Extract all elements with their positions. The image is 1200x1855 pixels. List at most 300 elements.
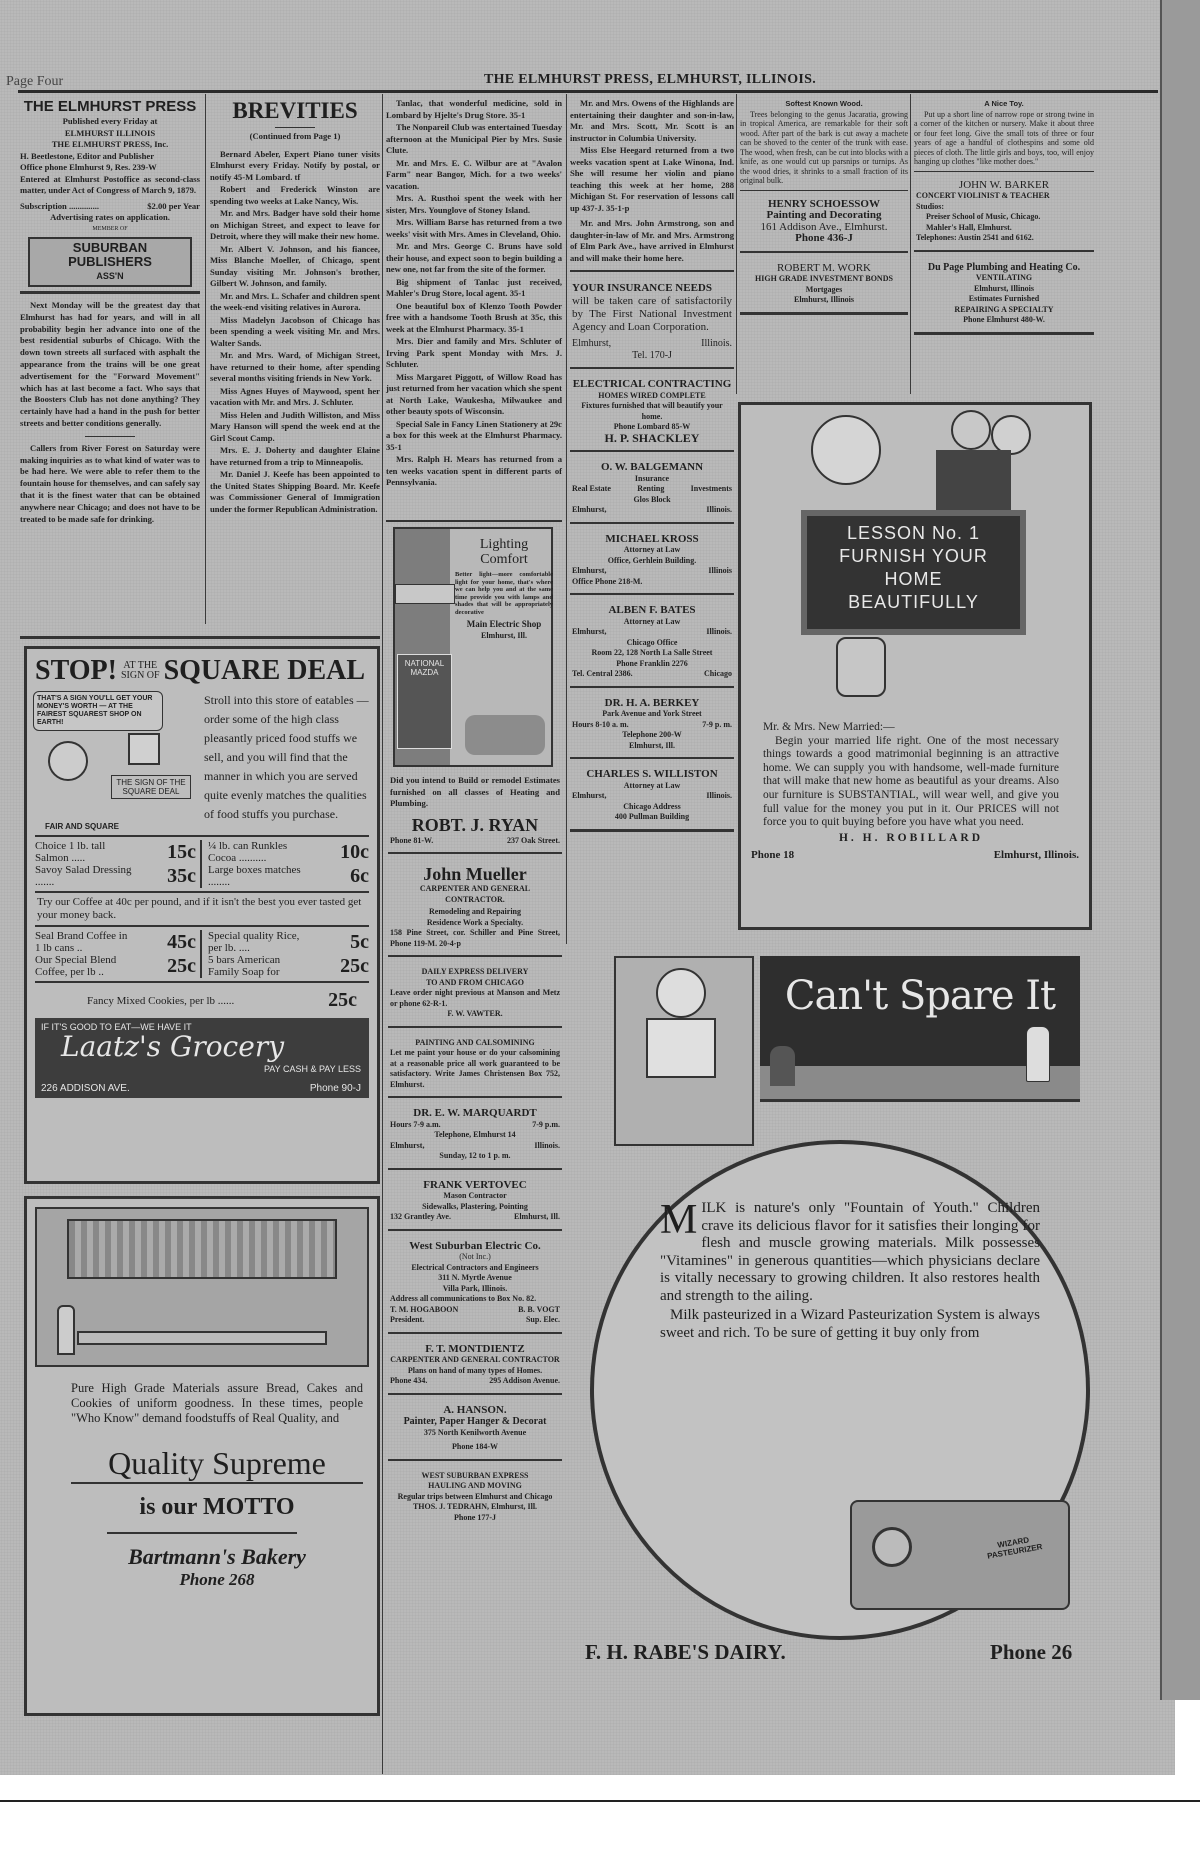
masthead-line: Published every Friday at xyxy=(62,116,158,126)
bates-phone: Phone Franklin 2276 xyxy=(616,658,688,668)
lighting-title: Lighting xyxy=(479,537,529,552)
masthead-line: ELMHURST ILLINOIS xyxy=(64,127,156,138)
child-body-icon xyxy=(646,1018,716,1078)
column-rule xyxy=(736,94,737,394)
cartoon-illustration xyxy=(33,691,198,831)
marquardt-ad xyxy=(388,1104,562,1170)
wse-not-inc: (Not Inc.) xyxy=(459,1252,491,1261)
item-name: Special quality Rice, per lb. .... xyxy=(208,930,300,954)
column-rule xyxy=(910,94,911,394)
price-item xyxy=(202,864,369,888)
column-rule xyxy=(205,94,206,624)
subscription-label: Subscription .............. xyxy=(20,200,100,211)
phone: Phone 434. xyxy=(390,1376,428,1385)
west-suburban-electric-ad xyxy=(388,1237,562,1334)
shackley-sub: HOMES WIRED COMPLETE xyxy=(598,390,706,400)
masthead xyxy=(20,98,200,526)
slate-line: BEAUTIFULLY xyxy=(848,592,979,612)
bakery-name: Bartmann's Bakery xyxy=(128,1544,306,1569)
ad-headline xyxy=(27,649,377,687)
west-suburban-express-ad xyxy=(388,1467,562,1530)
mazda-box: NATIONAL MAZDA xyxy=(397,654,452,749)
state: Illinois xyxy=(708,566,732,575)
lighting-title: Comfort xyxy=(480,552,528,567)
city: Elmhurst, xyxy=(572,338,612,349)
mueller-line: Residence Work a Specialty. xyxy=(426,917,524,927)
insurance-body: will be taken care of satisfactorily by The First National Investment Agency and Loan Corporation. xyxy=(572,295,732,333)
bakery-phone: Phone 268 xyxy=(179,1570,255,1589)
news-item: Mrs. E. J. Doherty and daughter Elaine have returned from a trip to Minneapolis. xyxy=(210,445,380,467)
express-name: F. W. VAWTER. xyxy=(447,1009,503,1018)
square-deal-headline: SQUARE DEAL xyxy=(163,655,366,686)
bates-room: Room 22, 128 North La Salle Street xyxy=(591,648,713,657)
cookies-line xyxy=(27,983,377,1016)
dairy-body-2: Milk pasteurized in a Wizard Pasteurization System is always sweet and rich. To be sure of getting it buy only from xyxy=(660,1307,1040,1341)
news-item: Mrs. Dier and family and Mrs. Schluter of Irving Park spent Monday with Mrs. J. Schluter. xyxy=(386,336,562,369)
laatz-grocery-banner xyxy=(35,1018,369,1098)
dairy-phone: Phone 26 xyxy=(990,1640,1073,1664)
express-phone: Phone 177-J xyxy=(454,1512,496,1522)
state: Illinois. xyxy=(706,791,732,800)
section-rule xyxy=(85,436,135,437)
montdientz-ad xyxy=(388,1340,562,1395)
montdientz-body: Plans on hand of many types of Homes. xyxy=(407,1365,543,1375)
item-price: 6c xyxy=(350,865,369,887)
header-rule xyxy=(18,90,1158,93)
insurance-title: YOUR INSURANCE NEEDS xyxy=(572,282,712,294)
mueller-line: Remodeling and Repairing xyxy=(428,907,521,916)
drop-cap: M xyxy=(660,1197,698,1243)
work-name: ROBERT M. WORK xyxy=(777,261,871,274)
lighting-text xyxy=(455,537,553,641)
express-body: Leave order night previous at Manson and Metz or phone 62-R-1. xyxy=(390,988,560,1008)
price-item xyxy=(202,930,369,954)
filler-text: Trees belonging to the genus Jacaratia, growing in tropical America, are remarkable for their soft wood. After part of the bark is cut away a machete can be shoved to the center of the trunk with ease. The wood, when fresh, can be cut into blocks with a knife, as one would cut up parsnips or turnips. As the wood dries, it shrinks to a small fraction of its original bulk. xyxy=(740,109,908,185)
section-rule xyxy=(275,127,315,128)
running-head: THE ELMHURST PRESS, ELMHURST, ILLINOIS. xyxy=(483,72,817,87)
child-head-icon xyxy=(811,415,881,485)
ryan-phone: Phone 81-W. xyxy=(390,835,434,845)
page-number: Page Four xyxy=(6,74,64,89)
item-name: Our Special Blend Coffee, per lb .. xyxy=(35,954,117,978)
store-name: Laatz's Grocery xyxy=(61,1030,285,1063)
city: Elmhurst, xyxy=(390,1140,425,1150)
dupage-estimates: Estimates Furnished xyxy=(968,294,1040,303)
section-rule xyxy=(107,1532,297,1534)
masthead-phone: Office phone Elmhurst 9, Res. 239-W xyxy=(20,162,157,172)
slate-line: HOME xyxy=(884,569,943,589)
table-icon xyxy=(77,1331,327,1345)
section-rule xyxy=(740,190,908,191)
williston-city xyxy=(572,791,732,802)
lighting-store: Main Electric Shop xyxy=(466,619,542,629)
banner-slogan: IF IT'S GOOD TO EAT—WE HAVE IT xyxy=(41,1022,192,1032)
news-item: One beautiful box of Klenzo Tooth Powder free with a handsome Tooth Brush at 35c, this week at the Elmhurst Pharmacy. 35-1 xyxy=(386,300,562,334)
robillard-greeting: Mr. & Mrs. New Married:— xyxy=(763,721,895,733)
service: Renting xyxy=(637,484,665,493)
express-body: Regular trips between Elmhurst and Chicago xyxy=(397,1491,553,1501)
section-rule xyxy=(20,636,380,639)
at-the: AT THE xyxy=(123,660,158,671)
painting-body: Let me paint your house or do your calsomining at a reasonable price all work guaranteed to be satisfactory. Write James Christensen Box 752, Elmhurst. xyxy=(390,1048,560,1089)
news-item: Mrs. A. Rusthoi spent the week with her sister, Mrs. Younglove of Stoney Island. xyxy=(386,193,562,215)
lighting-comfort-ad xyxy=(393,527,553,767)
brevities-column xyxy=(210,98,380,516)
item-name: 5 bars American Family Soap for xyxy=(208,954,281,978)
milk-bottle-icon xyxy=(1026,1026,1050,1082)
city: Elmhurst, xyxy=(572,627,607,636)
window-tea-table-illustration xyxy=(35,1207,369,1367)
williston-address: 400 Pullman Building xyxy=(614,812,690,821)
shackley-name: H. P. SHACKLEY xyxy=(604,430,700,445)
ryan-body: Did you intend to Build or remodel Estimates furnished on all classes of Heating and Plumbing. xyxy=(390,775,560,808)
balgemann-ad xyxy=(570,458,734,524)
news-item: Bernard Abeler, Expert Piano tuner visits Elmhurst every Friday. Notify by postal, or notify 45-M Lombard. tf xyxy=(210,148,380,182)
masthead-line: THE ELMHURST PRESS, Inc. xyxy=(51,139,169,149)
service: Real Estate xyxy=(572,484,611,493)
berkey-hours xyxy=(572,720,732,731)
marquardt-hours xyxy=(390,1120,560,1131)
insurance-ad xyxy=(570,278,734,369)
news-item: The Nonpareil Club was entertained Tuesday afternoon at the Municipal Pier by Mrs. Susie Clute. xyxy=(386,122,562,155)
montdientz-trade: CARPENTER AND GENERAL CONTRACTOR xyxy=(390,1355,560,1364)
balgemann-city xyxy=(572,505,732,516)
lamp-illustration xyxy=(395,529,450,765)
price-item xyxy=(35,840,202,864)
column-4 xyxy=(570,98,734,838)
masthead-subscription xyxy=(20,201,200,213)
news-item: Miss Margaret Piggott, of Willow Road has just returned from her vacation which she spent at North Lake, Waukesha, Milwaukee and other beauty spots of Wisconsin. xyxy=(386,371,562,416)
column-6 xyxy=(914,98,1094,341)
kross-office: Office, Gerhlein Building. xyxy=(607,555,697,565)
title: Sup. Elec. xyxy=(525,1315,560,1324)
stop-text: STOP! xyxy=(35,655,117,686)
couple-man-icon xyxy=(951,410,991,450)
kross-phone: Office Phone 218-M. xyxy=(572,576,643,586)
suburban-publishers-badge xyxy=(28,237,192,287)
shelf-illustration xyxy=(760,1066,1080,1102)
vertovec-services: Sidewalks, Plastering, Pointing xyxy=(422,1201,528,1211)
filler-text: Put up a short line of narrow rope or strong twine in a corner of the kitchen or nursery. Make it about three or four feet long. Give the small tots of three or four years of age a handful of clothespins and some old pieces of cloth. The little girls and boys, too, will enjoy hanging up clothes "like mother does." xyxy=(914,109,1094,166)
speech-bubble: THAT'S A SIGN YOU'LL GET YOUR MONEY'S WORTH — AT THE FAIREST SQUAREST SHOP ON EARTH! xyxy=(33,691,163,731)
robillard-text xyxy=(741,721,1089,845)
page-bottom-margin xyxy=(0,1775,1200,1855)
hours-pm: 7-9 p.m. xyxy=(532,1119,560,1129)
kross-ad xyxy=(570,530,734,596)
vase-icon xyxy=(57,1305,75,1355)
subscription-price: $2.00 per Year xyxy=(147,200,200,211)
barker-phones: Telephones: Austin 2541 and 6162. xyxy=(916,233,1034,242)
vertovec-trade: Mason Contractor xyxy=(443,1191,507,1200)
column-5 xyxy=(740,98,908,321)
work-ad xyxy=(740,259,908,315)
hours-am: Hours 8-10 a. m. xyxy=(572,719,629,729)
robillard-phone: Phone 18 xyxy=(751,849,795,862)
dupage-name: Du Page Plumbing and Heating Co. xyxy=(927,261,1081,273)
kross-city xyxy=(572,566,732,577)
hours-pm: 7-9 p. m. xyxy=(702,719,732,729)
schoessow-ad xyxy=(740,195,908,253)
bates-city xyxy=(572,627,732,638)
brevities-subtitle: (Continued from Page 1) xyxy=(249,131,341,141)
badge-line: SUBURBAN xyxy=(72,240,148,255)
robillard-furniture-ad xyxy=(738,402,1092,930)
insurance-tel: Tel. 170-J xyxy=(632,349,672,361)
bates-ad xyxy=(570,601,734,688)
woman-head-icon xyxy=(48,741,88,781)
local-news-column xyxy=(386,98,562,490)
insurance-city xyxy=(572,338,732,350)
hanson-name: A. HANSON. xyxy=(443,1403,507,1416)
cookies-label: Fancy Mixed Cookies, per lb ...... xyxy=(87,994,235,1007)
dairy-copy xyxy=(660,1197,1040,1342)
item-name: Large boxes matches ........ xyxy=(208,864,301,888)
bottom-rule xyxy=(0,1800,1200,1802)
robillard-contact xyxy=(741,845,1089,861)
lighting-city: Elmhurst, Ill. xyxy=(480,631,527,640)
item-name: Seal Brand Coffee in 1 lb cans .. xyxy=(35,930,128,954)
officer: T. M. HOGABOON xyxy=(390,1304,459,1314)
wse-trade: Electrical Contractors and Engineers xyxy=(411,1262,539,1272)
square-deal-body: Stroll into this store of eatables — order some of the high class pleasantly priced food stuffs we sell, and you will find that the manner in which you are served quite evenly matches the qualities of food stuffs you purchase. xyxy=(204,693,369,821)
news-item: Tanlac, that wonderful medicine, sold in Lombard by Hjelte's Drug Store. 35-1 xyxy=(386,98,562,120)
news-item: Mr. and Mrs. John Armstrong, son and daughter-in-law of Mr. and Mrs. Armstrong of Elm Park Ave., have arrived in Elmhurst and will make their home here. xyxy=(570,218,734,263)
barker-studios: Studios: xyxy=(916,201,945,211)
address: 295 Addison Avenue. xyxy=(489,1376,560,1385)
hours-am: Hours 7-9 a.m. xyxy=(390,1119,441,1129)
wse-name: West Suburban Electric Co. xyxy=(409,1239,541,1252)
ryan-name: ROBT. J. RYAN xyxy=(411,814,539,835)
balgemann-name: O. W. BALGEMANN xyxy=(600,461,704,473)
news-item: Robert and Frederick Winston are spending two weeks at Lake Nancy, Wis. xyxy=(210,184,380,206)
hanson-trade: Painter, Paper Hanger & Decorat xyxy=(403,1416,547,1427)
tel: Tel. Central 2386. xyxy=(572,669,633,678)
state: Illinois. xyxy=(534,1140,560,1150)
slate-line: LESSON No. 1 xyxy=(846,523,981,543)
montdientz-contact xyxy=(390,1376,560,1387)
brevities-title: BREVITIES xyxy=(232,98,358,123)
robillard-city: Elmhurst, Illinois. xyxy=(993,849,1079,862)
state: Illinois. xyxy=(706,627,732,636)
item-price: 45c xyxy=(167,931,196,953)
news-item: Mr. and Mrs. Ward, of Michigan Street, have returned to their home, after spending several months visiting friends in New York. xyxy=(210,350,380,383)
section-rule xyxy=(386,520,562,522)
work-sub: Mortgages xyxy=(805,284,843,294)
news-item: Mr. and Mrs. Badger have sold their home on Michigan Street, and expect to leave for Detroit, where they will make their new home. xyxy=(210,208,380,241)
news-item: Miss Else Heegard returned from a two weeks vacation spent at Lake Winona, Ind. She will resume her violin and piano teaching this week at her home, 288 Michigan St. For reservation of lessons call up 437-J. 35-1-p xyxy=(570,145,734,213)
item-price: 10c xyxy=(340,841,369,863)
wse-officers xyxy=(390,1305,560,1316)
address: 132 Grantley Ave. xyxy=(390,1212,451,1221)
bates-tel xyxy=(572,669,732,680)
badge-line: ASS'N xyxy=(96,271,124,281)
price-item xyxy=(35,954,202,978)
wse-address: 311 N. Myrtle Avenue xyxy=(438,1273,512,1282)
coffee-note: Try our Coffee at 40c per pound, and if it isn't the best you ever tasted get your money back. xyxy=(37,896,362,921)
barker-name: JOHN W. BARKER xyxy=(958,178,1050,191)
dupage-phone: Phone Elmhurst 480-W. xyxy=(963,315,1045,324)
montdientz-name: F. T. MONTDIENTZ xyxy=(425,1342,525,1355)
chalkboard xyxy=(801,510,1026,635)
bates-office-label: Chicago Office xyxy=(626,637,678,647)
work-city: Elmhurst, Illinois xyxy=(793,295,854,304)
dupage-plumbing-ad xyxy=(914,258,1094,335)
barker-studio: Preiser School of Music, Chicago. xyxy=(926,212,1041,221)
column-rule xyxy=(382,94,383,1774)
shackley-phone: Phone Lombard 85-W xyxy=(613,422,691,431)
column-rule xyxy=(566,94,567,944)
vertovec-name: FRANK VERTOVEC xyxy=(423,1178,527,1191)
ryan-ad xyxy=(388,775,562,854)
editorial-paragraph: Next Monday will be the greatest day that Elmhurst has had for years, and will in all probability begin her advance into one of the best residential suburbs of Chicago. With the down town streets all surfaced with asphalt the appearance from the trains will be one great advertisement for the "Forward Movement" which has at last become a fact. Who says that the Boosters Club has not done anything? They certainly have had a hand in the push for better streets and better conditions generally. xyxy=(20,300,200,428)
bakery-motto: is our MOTTO xyxy=(139,1494,295,1520)
masthead-editor: H. Beetlestone, Editor and Publisher xyxy=(20,150,155,161)
berkey-address: Park Avenue and York Street xyxy=(602,709,702,718)
balgemann-services xyxy=(572,484,732,495)
news-item: Mr. and Mrs. George C. Bruns have sold their house, and expect soon to begin building a new one, not far from the site of the former. xyxy=(386,241,562,274)
store-address: 226 ADDISON AVE. xyxy=(41,1083,130,1094)
state: Illinois. xyxy=(706,505,732,514)
sign-board: THE SIGN OF THE SQUARE DEAL xyxy=(111,775,191,799)
bartmann-bakery-ad xyxy=(24,1196,380,1716)
tel-city: Chicago xyxy=(704,669,732,678)
express-title: TO AND FROM CHICAGO xyxy=(426,977,524,987)
lamp-shade-icon xyxy=(395,584,455,604)
williston-trade: Attorney at Law xyxy=(623,780,681,790)
cartoon-caption: FAIR AND SQUARE xyxy=(45,822,119,831)
shackley-ad xyxy=(570,375,734,452)
city: Elmhurst, xyxy=(572,566,607,575)
dairy-headline: Can't Spare It xyxy=(784,973,1056,1019)
williston-address-label: Chicago Address xyxy=(623,801,681,811)
title: President. xyxy=(390,1315,425,1324)
filler-title: A Nice Toy. xyxy=(984,99,1024,108)
news-item: Miss Agnes Huyes of Maywood, spent her vacation with Mr. and Mrs. J. Schluter. xyxy=(210,385,380,407)
williston-name: CHARLES S. WILLISTON xyxy=(586,768,718,780)
item-price: 15c xyxy=(167,841,196,863)
vertovec-ad xyxy=(388,1176,562,1231)
bakery-headline: Quality Supreme xyxy=(71,1444,363,1484)
officer: B. B. VOGT xyxy=(518,1304,560,1314)
member-of: MEMBER OF xyxy=(92,225,128,232)
dupage-city: Elmhurst, Illinois xyxy=(973,283,1034,293)
hanson-address: 375 North Kenilworth Avenue xyxy=(423,1427,527,1437)
child-legs-icon xyxy=(836,637,886,697)
couple-woman-icon xyxy=(991,415,1031,455)
item-name: Choice 1 lb. tall Salmon ..... xyxy=(35,840,106,864)
news-item: Miss Helen and Judith Williston, and Miss Mary Hanson will spend the week end at the Girl Scout Camp. xyxy=(210,409,380,443)
express-title: HAULING AND MOVING xyxy=(428,1481,522,1490)
berkey-ad xyxy=(570,694,734,760)
machine-label: WIZARD PASTEURIZER xyxy=(986,1535,1044,1561)
schoessow-phone: Phone 436-J xyxy=(795,232,853,244)
news-item: Mr. and Mrs. L. Schafer and children spent the week-end visiting relatives in Aurora. xyxy=(210,290,380,312)
bates-name: ALBEN F. BATES xyxy=(608,604,696,616)
bates-trade: Attorney at Law xyxy=(623,616,681,626)
dupage-repair: REPAIRING A SPECIALTY xyxy=(954,304,1054,314)
barker-ad xyxy=(914,176,1094,252)
work-trade: HIGH GRADE INVESTMENT BONDS xyxy=(755,274,893,283)
berkey-city: Elmhurst, Ill. xyxy=(628,740,675,750)
wse-box: Address all communications to Box No. 82. xyxy=(390,1294,537,1303)
couple-bodies xyxy=(936,450,1011,510)
schoessow-address: 161 Addison Ave., Elmhurst. xyxy=(760,220,888,233)
hanson-phone: Phone 184-W xyxy=(452,1442,498,1451)
news-item: Big shipment of Tanlac just received, Mahler's Drug Store, local agent. 35-1 xyxy=(386,276,562,298)
item-price: 25c xyxy=(167,955,196,977)
item-name: Savoy Salad Dressing ....... xyxy=(35,864,132,888)
masthead-advertising: Advertising rates on application. xyxy=(50,212,170,222)
dairy-body: ILK is nature's only "Fountain of Youth." Children crave its delicious flavor for it satisfies their longing for flesh and muscle growing materials. Milk possesses "Vitamines" in generous quantities—which physicians declare is vitally necessary to growing children. It also restores health and strength to the ailing. xyxy=(660,1200,1040,1304)
balgemann-block: Glos Block xyxy=(633,494,671,504)
price-list xyxy=(27,837,377,891)
lesson-illustration xyxy=(741,405,1089,721)
marquardt-sunday: Sunday, 12 to 1 p. m. xyxy=(439,1151,511,1160)
price-item xyxy=(35,864,202,888)
item-price: 5c xyxy=(350,931,369,953)
news-item: Mr. and Mrs. Owens of the Highlands are entertaining their daughter and son-in-law, Mr. and Mrs. Scott, Mr. Scott is an instructor in Columbia University. xyxy=(570,98,734,143)
news-item: Mr. and Mrs. E. C. Wilbur are at "Avalon Farm" near Bangor, Mich. for a two weeks' vacation. xyxy=(386,157,562,191)
child-eating-illustration xyxy=(614,956,754,1146)
sign-of: SIGN OF xyxy=(120,670,160,681)
bakery-body: Pure High Grade Materials assure Bread, Cakes and Cookies of uniform goodness. In these times, people "Who Know" demand foodstuffs of Real Quality, and xyxy=(71,1381,363,1425)
city: Elmhurst, xyxy=(572,791,607,800)
wse-city: Villa Park, Illinois. xyxy=(442,1283,508,1293)
balgemann-trade: Insurance xyxy=(634,473,670,483)
item-name: ¼ lb. can Runkles Cocoa .......... xyxy=(208,840,288,864)
express-title: DAILY EXPRESS DELIVERY xyxy=(421,967,529,976)
city: Elmhurst, Ill. xyxy=(513,1212,560,1221)
barker-trade: CONCERT VIOLINIST & TEACHER xyxy=(916,191,1050,200)
mueller-ad xyxy=(388,860,562,957)
child-head-icon xyxy=(656,968,706,1018)
berkey-name: DR. H. A. BERKEY xyxy=(604,696,700,709)
price-item xyxy=(35,930,202,954)
hanson-ad xyxy=(388,1401,562,1461)
marquardt-phone: Telephone, Elmhurst 14 xyxy=(434,1130,516,1139)
at-the-sign-of xyxy=(121,661,160,681)
square-deal-ad xyxy=(24,646,380,1184)
machine-wheel-icon xyxy=(872,1527,912,1567)
ryan-address: 237 Oak Street. xyxy=(507,835,560,845)
marquardt-city xyxy=(390,1141,560,1152)
dairy-name: F. H. RABE'S DAIRY. xyxy=(585,1640,786,1664)
price-item xyxy=(202,954,369,978)
kross-trade: Attorney at Law xyxy=(623,545,681,554)
vertovec-address xyxy=(390,1212,560,1223)
dupage-trade: VENTILATING xyxy=(975,273,1033,282)
state: Illinois. xyxy=(701,338,732,349)
kross-name: MICHAEL KROSS xyxy=(605,532,699,545)
express-name: THOS. J. TEDRAHN, Elmhurst, Ill. xyxy=(412,1502,538,1511)
section-rule xyxy=(570,270,734,272)
cat-icon xyxy=(770,1046,795,1086)
section-rule xyxy=(914,171,1094,172)
news-item: Mrs. William Barse has returned from a two weeks' visit with Mrs. Ames in Cleveland, Ohio. xyxy=(386,217,562,239)
mueller-address: 158 Pine Street, cor. Schiller and Pine Street, Phone 119-M. 20-4-p xyxy=(390,928,560,948)
mueller-trade: CARPENTER AND GENERAL CONTRACTOR. xyxy=(419,884,531,904)
item-price: 35c xyxy=(167,865,196,887)
wse-titles xyxy=(390,1315,560,1326)
berkey-phone: Telephone 200-W xyxy=(622,730,682,739)
curtain-icon xyxy=(67,1219,337,1279)
service: Investments xyxy=(690,484,732,493)
barker-studio: Mahler's Hall, Elmhurst. xyxy=(926,222,1012,232)
robillard-body: Begin your married life right. One of the most necessary things towards a good matrimonial beginning is an attractive home. We can supply you with handsome, well-made furniture that will make that new home as beautiful as your dreams. Also our furniture is SUBSTANTIAL, will wear well, and give you full value for the money you put in it. Our PRICES will not force you to quit buying before you have what you need. xyxy=(763,734,1059,829)
slate-line: FURNISH YOUR xyxy=(839,546,988,566)
news-item: Mrs. Ralph H. Mears has returned from a ten weeks vacation spent in different parts of Pennsylvania. xyxy=(386,454,562,487)
ads-column-3 xyxy=(388,775,562,1535)
